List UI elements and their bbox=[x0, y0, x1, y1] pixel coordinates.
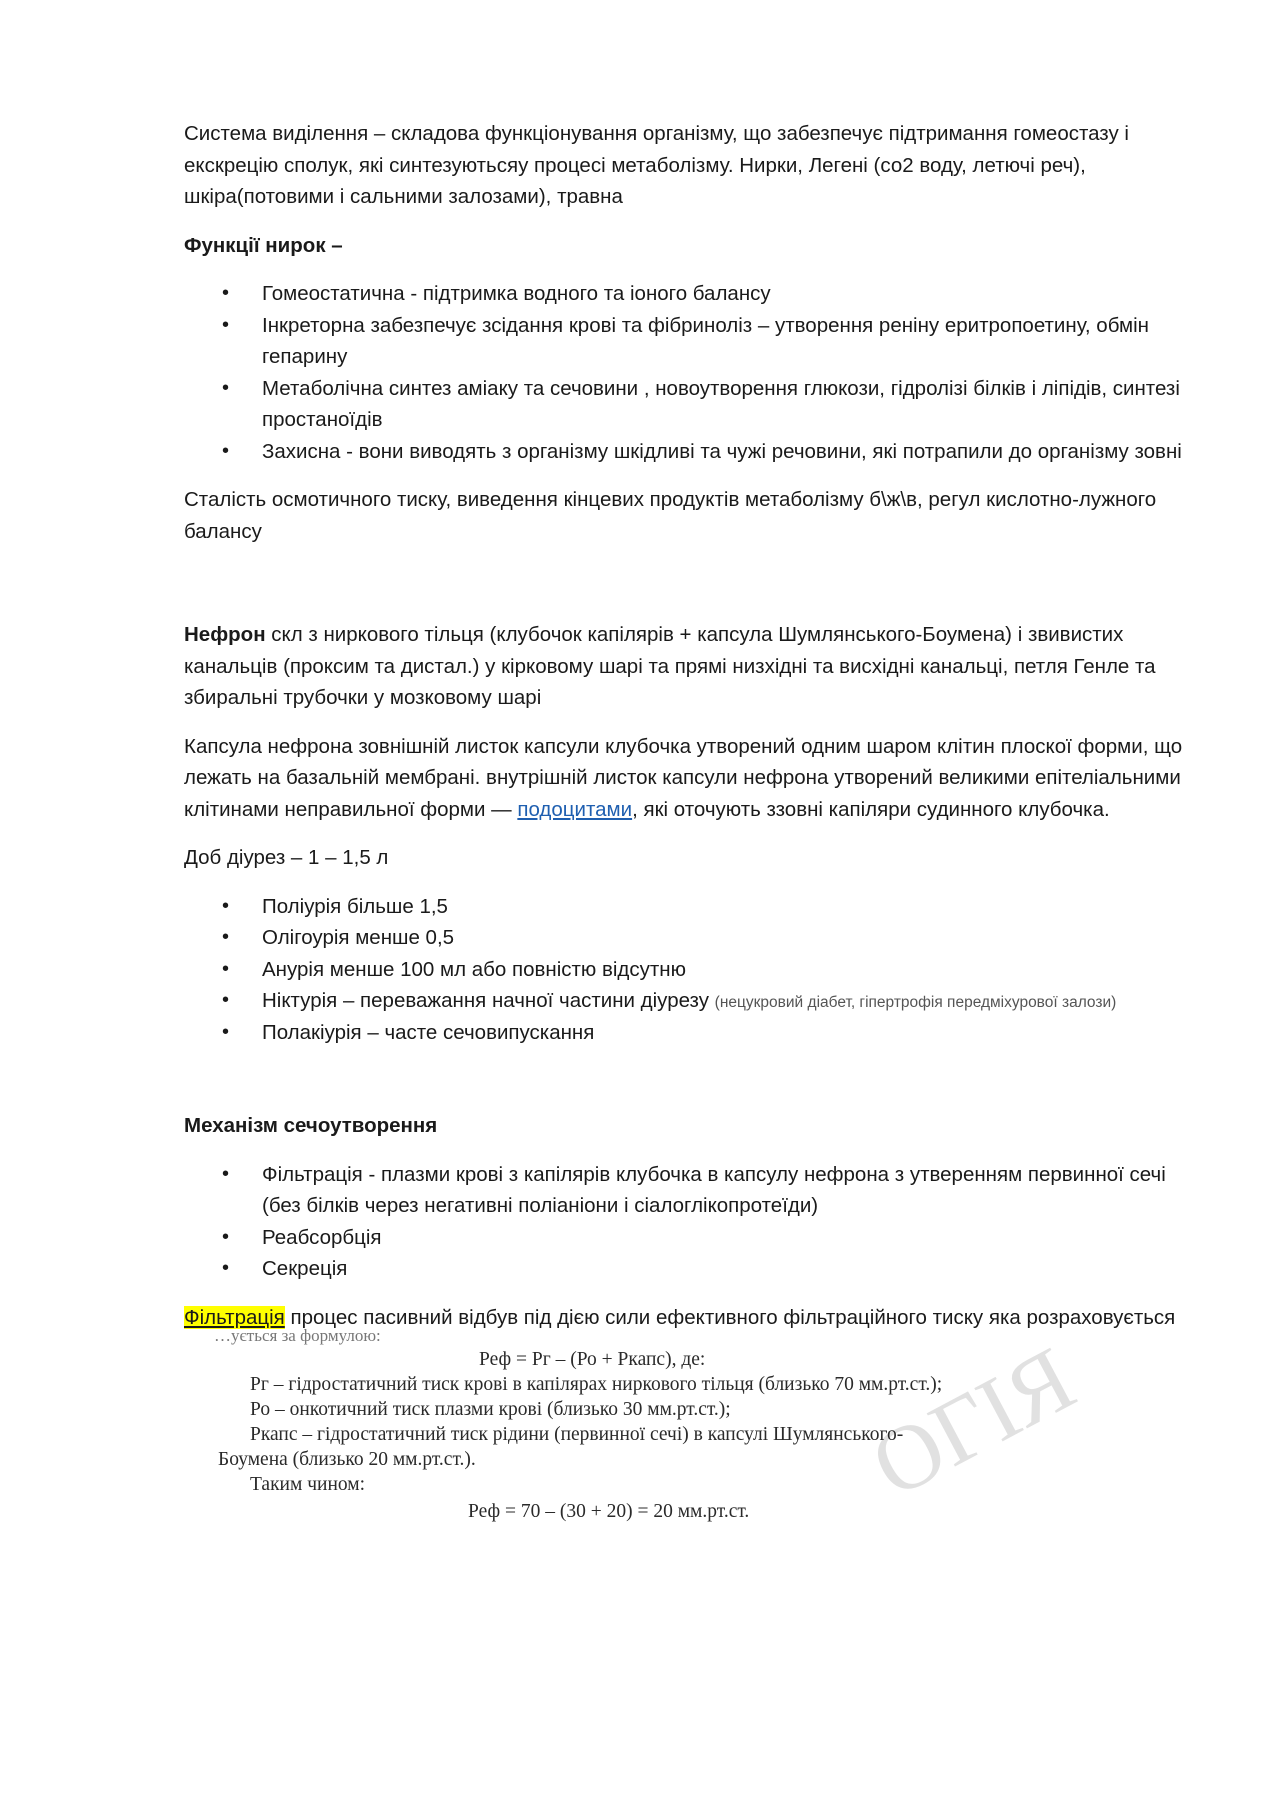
list-item: • Поліурія більше 1,5 bbox=[184, 891, 1199, 923]
thus-line: Таким чином: bbox=[250, 1474, 366, 1495]
pkaps-definition-line2: Боумена (близько 20 мм.рт.ст.). bbox=[218, 1449, 476, 1470]
mechanism-heading: Механізм сечоутворення bbox=[184, 1114, 438, 1137]
nephron-paragraph bbox=[184, 619, 1199, 714]
kidney-functions-heading: Функції нирок – bbox=[184, 233, 343, 257]
capsule-paragraph bbox=[184, 731, 1199, 826]
list-item: • Секреція bbox=[184, 1253, 1199, 1285]
watermark-text: ОГІЯ bbox=[855, 1327, 1091, 1517]
osmotic-paragraph: Сталість осмотичного тиску, виведення кінцевих продуктів метаболізму б\ж\в, регул кислотно-лужного балансу bbox=[184, 488, 1157, 543]
capsule-text-before: Капсула нефрона зовнішній листок капсули клубочка утворений одним шаром клітин плоскої форми, що лежать на базальній мембрані. внутрішній листок капсули нефрона утворений великими епітеліальними клітинами неправильної форми — bbox=[184, 734, 1183, 821]
formula-line: Реф = Рг – (Ро + Ркапс), де: bbox=[479, 1349, 706, 1370]
filtration-term: Фільтрація bbox=[184, 1305, 285, 1329]
nephron-term: Нефрон bbox=[184, 623, 266, 646]
intro-paragraph: Система виділення – складова функціонування організму, що забезпечує підтримання гомеостазу і екскрецію сполук, які синтезуютьсяу процесі метаболізму. Нирки, Легені (со2 воду, летючі реч), шкіра(потовими і сальними залозами), травна bbox=[184, 122, 1129, 208]
list-item bbox=[184, 985, 1199, 1017]
diuresis-heading: Доб діурез – 1 – 1,5 л bbox=[184, 846, 389, 869]
list-item: • Метаболічна синтез аміаку та сечовини , новоутворення глюкози, гідролізі білків і ліпідів, синтезі простаноїдів bbox=[184, 373, 1199, 436]
po-definition: Ро – онкотичний тиск плазми крові (близько 30 мм.рт.ст.); bbox=[250, 1399, 731, 1420]
document-page bbox=[184, 118, 1199, 1527]
pkaps-definition-line1: Ркапс – гідростатичний тиск рідини (первинної сечі) в капсулі Шумлянського- bbox=[250, 1424, 904, 1445]
list-item: • Захисна - вони виводять з організму шкідливі та чужі речовини, які потрапили до організму зовні bbox=[184, 436, 1199, 468]
nocturia-text: Ніктурія – переважання начної частини діурезу bbox=[262, 989, 715, 1012]
nephron-text: скл з ниркового тільця (клубочок капілярів + капсула Шумлянського-Боумена) і звивистих канальців (проксим та дистал.) у кірковому шарі та прямі низхідні та висхідні канальці, петля Генле та збиральні трубочки у мозковому шарі bbox=[184, 623, 1156, 709]
result-line: Реф = 70 – (30 + 20) = 20 мм.рт.ст. bbox=[468, 1501, 750, 1522]
diuresis-list bbox=[184, 891, 1199, 1049]
list-item: • Олігоурія менше 0,5 bbox=[184, 922, 1199, 954]
list-item: • Полакіурія – часте сечовипускання bbox=[184, 1017, 1199, 1049]
mechanism-list bbox=[184, 1159, 1199, 1285]
kidney-functions-list bbox=[184, 278, 1199, 467]
nocturia-note: (нецукровий діабет, гіпертрофія передміхурової залози) bbox=[714, 994, 1117, 1011]
filtration-text: процес пасивний відбув під дією сили ефективного фільтраційного тиску яка розраховується bbox=[284, 1305, 1176, 1329]
capsule-text-after: , які оточують ззовні капіляри судинного клубочка. bbox=[632, 797, 1110, 821]
podocytes-link[interactable]: подоцитами bbox=[517, 797, 633, 821]
scanned-formula-image bbox=[214, 1326, 1091, 1527]
pg-definition: Рг – гідростатичний тиск крові в капілярах ниркового тільця (близько 70 мм.рт.ст.); bbox=[250, 1374, 943, 1395]
list-item: • Гомеостатична - підтримка водного та іоного балансу bbox=[184, 278, 1199, 310]
list-item: • Інкреторна забезпечує зсідання крові та фібриноліз – утворення реніну еритропоетину, обмін гепарину bbox=[184, 310, 1199, 373]
scan-cut-line: …ується за формулою: bbox=[214, 1326, 381, 1345]
list-item: • Фільтрація - плазми крові з капілярів клубочка в капсулу нефрона з утверенням первинної сечі (без білків через негативні поліаніони і сіалоглікопротеїди) bbox=[184, 1159, 1199, 1222]
list-item: • Реабсорбція bbox=[184, 1222, 1199, 1254]
list-item: • Анурія менше 100 мл або повністю відсутню bbox=[184, 954, 1199, 986]
